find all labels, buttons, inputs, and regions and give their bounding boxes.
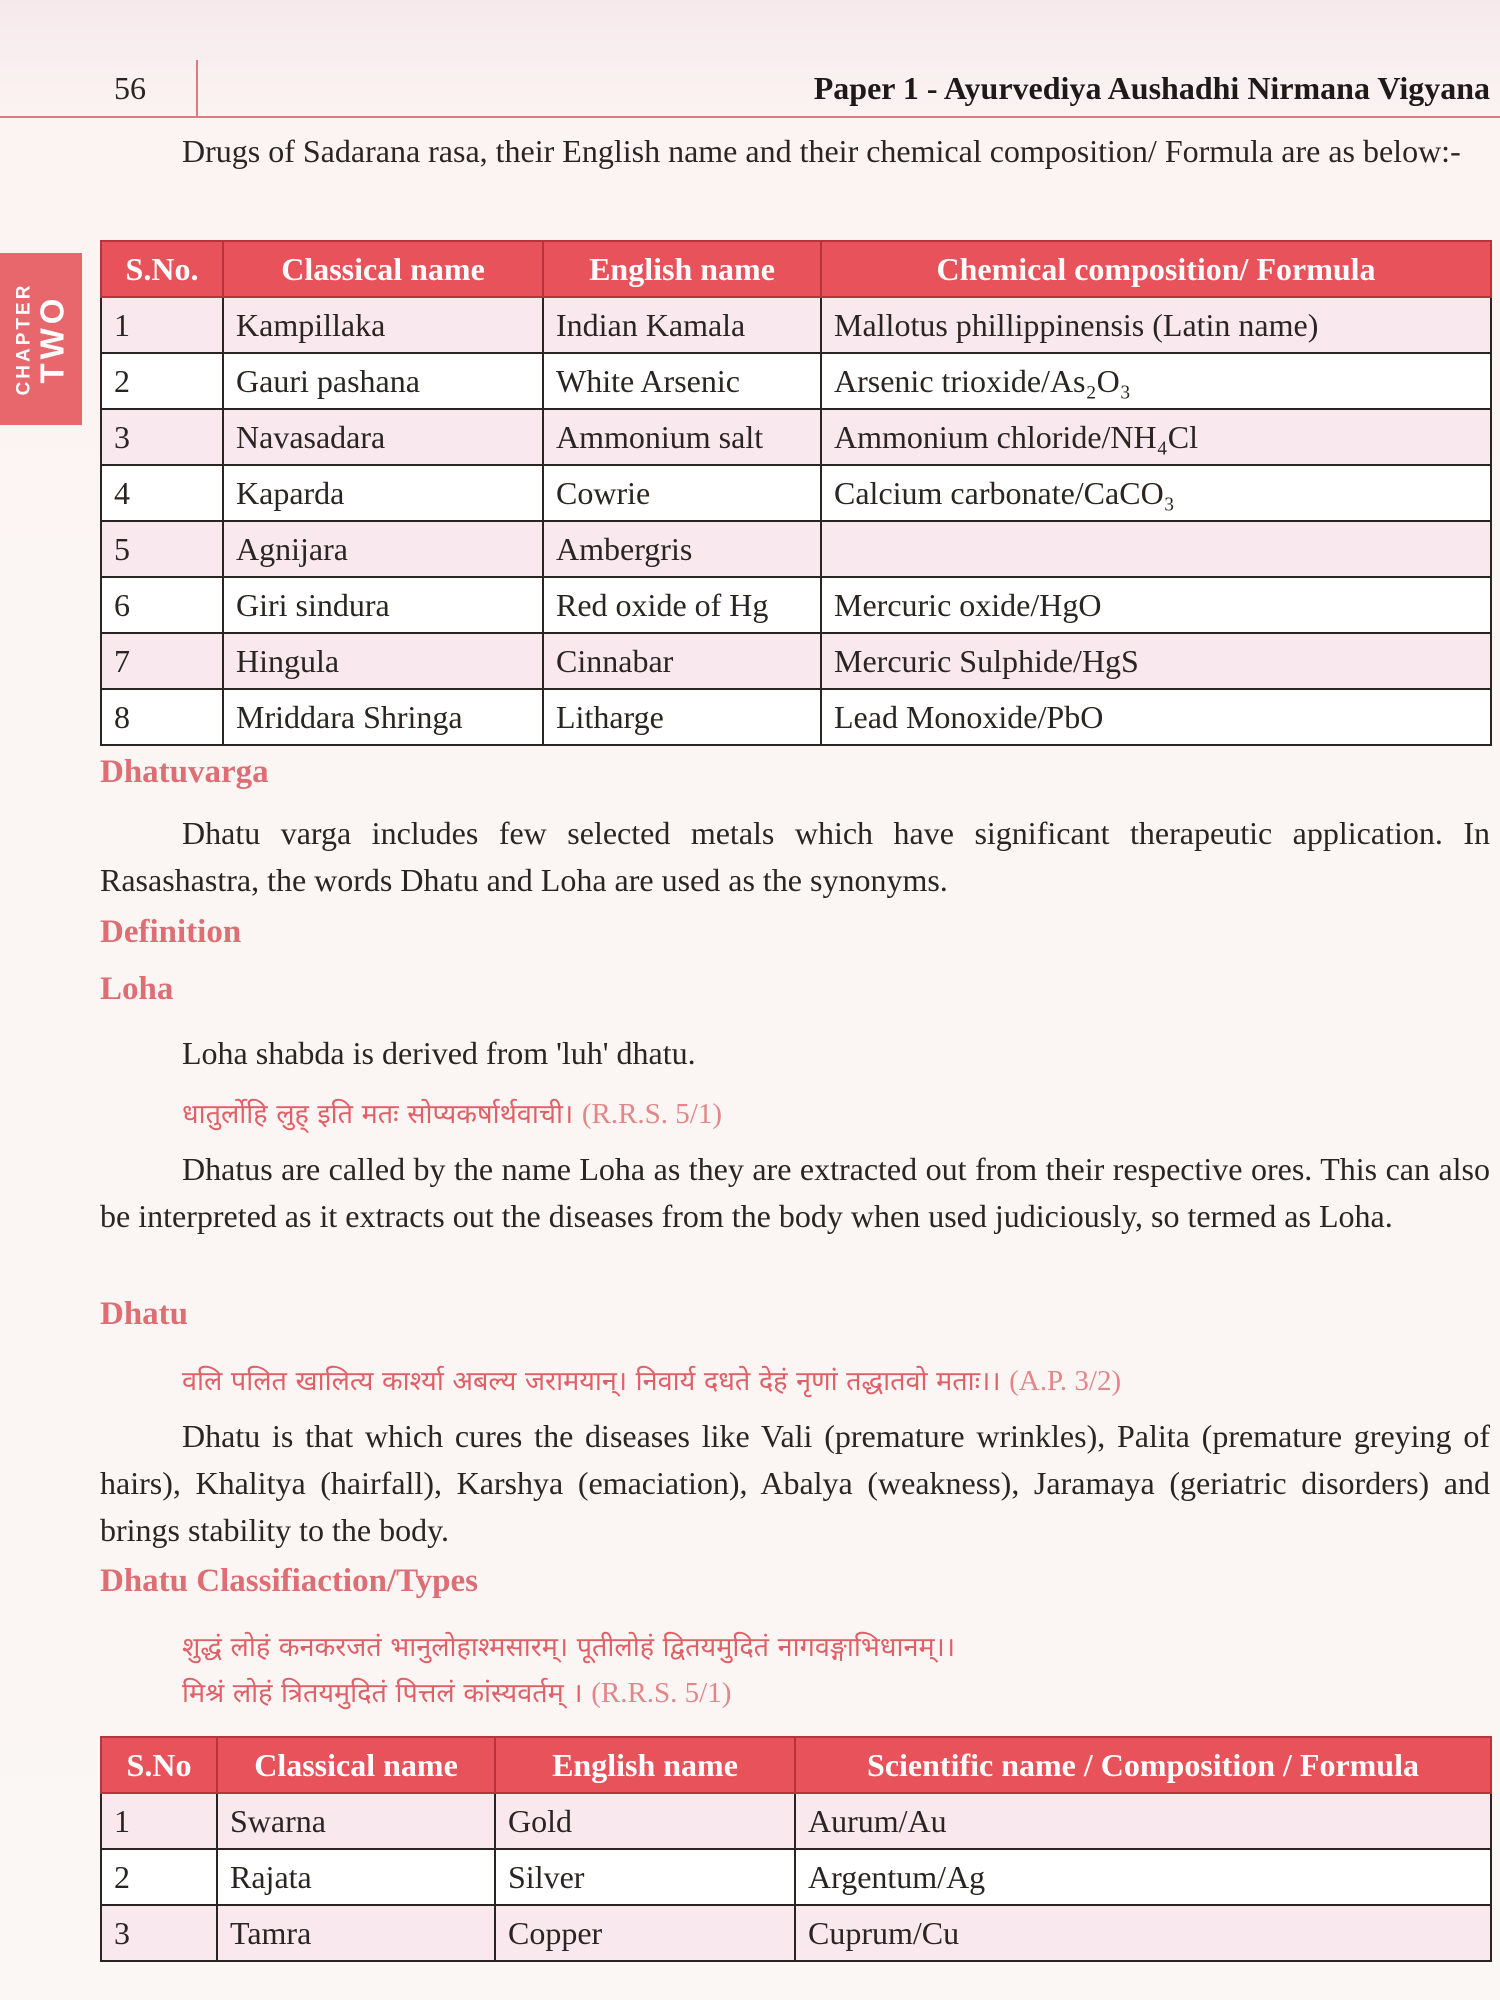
column-header: Scientific name / Composition / Formula <box>795 1737 1491 1793</box>
chapter-number: TWO <box>33 294 70 384</box>
column-header: English name <box>543 241 821 297</box>
table-row <box>101 1849 1491 1905</box>
chapter-label: CHAPTER <box>13 282 34 396</box>
table-cell: Cuprum/Cu <box>795 1905 1491 1961</box>
table-cell: Mallotus phillippinensis (Latin name) <box>821 297 1491 353</box>
column-header: Classical name <box>217 1737 495 1793</box>
section-heading-classification: Dhatu Classifiaction/Types <box>100 1563 479 1599</box>
table-row <box>101 353 1491 409</box>
table-header-row <box>101 1737 1491 1793</box>
section-heading-definition: Definition <box>100 914 242 950</box>
table-row <box>101 577 1491 633</box>
dhatu-classification-table <box>100 1736 1492 1962</box>
verse-reference: (R.R.S. 5/1) <box>581 1098 722 1130</box>
table-cell: Ambergris <box>543 521 821 577</box>
header-divider <box>196 60 198 116</box>
table-cell: Kampillaka <box>223 297 543 353</box>
table-row <box>101 465 1491 521</box>
column-header: English name <box>495 1737 795 1793</box>
table-cell: Giri sindura <box>223 577 543 633</box>
classification-sanskrit-line-2 <box>182 1673 731 1710</box>
table-cell: Cinnabar <box>543 633 821 689</box>
table-cell: Calcium carbonate/CaCO₃ <box>821 465 1491 521</box>
table-cell: 1 <box>101 1793 217 1849</box>
sanskrit-text: वलि पलित खालित्य कार्श्या अबल्य जरामयान्। निवार्य दधते देहं नृणां तद्धातवो मताः।। <box>182 1366 1001 1397</box>
table-cell: 3 <box>101 409 223 465</box>
loha-sanskrit-verse <box>182 1094 722 1131</box>
table-cell: 3 <box>101 1905 217 1961</box>
table-cell: Silver <box>495 1849 795 1905</box>
page-number: 56 <box>114 70 146 106</box>
verse-reference: (A.P. 3/2) <box>1009 1365 1122 1397</box>
table-cell: Mriddara Shringa <box>223 689 543 745</box>
chapter-tab <box>0 253 82 425</box>
table-cell: Red oxide of Hg <box>543 577 821 633</box>
table-cell: Arsenic trioxide/As₂O₃ <box>821 353 1491 409</box>
dhatu-paragraph: Dhatu is that which cures the diseases like Vali (premature wrinkles), Palita (premature greying of hairs), Khalitya (hairfall), Karshya (emaciation), Abalya (weakness), Jaramaya (geriatric disorders) and brings stability to the body. <box>100 1418 1490 1548</box>
table-cell: Swarna <box>217 1793 495 1849</box>
table-cell: Lead Monoxide/PbO <box>821 689 1491 745</box>
section-heading-dhatuvarga: Dhatuvarga <box>100 754 269 790</box>
table-cell: 1 <box>101 297 223 353</box>
column-header: S.No. <box>101 241 223 297</box>
table-row <box>101 1793 1491 1849</box>
running-title: Paper 1 - Ayurvediya Aushadhi Nirmana Vigyana <box>813 70 1490 106</box>
table-cell: Argentum/Ag <box>795 1849 1491 1905</box>
column-header: Classical name <box>223 241 543 297</box>
verse-reference: (R.R.S. 5/1) <box>591 1677 732 1709</box>
intro-paragraph: Drugs of Sadarana rasa, their English name and their chemical composition/ Formula are as below:- <box>182 133 1461 169</box>
table-row <box>101 521 1491 577</box>
table-cell <box>821 521 1491 577</box>
table-cell: Agnijara <box>223 521 543 577</box>
sanskrit-text: धातुर्लोहि लुह् इति मतः सोप्यकर्षार्थवाची। <box>182 1099 574 1130</box>
table-row <box>101 297 1491 353</box>
table-cell: Cowrie <box>543 465 821 521</box>
section-heading-dhatu: Dhatu <box>100 1296 189 1332</box>
table-cell: Aurum/Au <box>795 1793 1491 1849</box>
column-header: Chemical composition/ Formula <box>821 241 1491 297</box>
table-cell: Hingula <box>223 633 543 689</box>
sadharana-rasa-table <box>100 240 1492 746</box>
table-cell: Mercuric oxide/HgO <box>821 577 1491 633</box>
table-cell: Ammonium chloride/NH₄Cl <box>821 409 1491 465</box>
table-cell: 4 <box>101 465 223 521</box>
table-cell: 5 <box>101 521 223 577</box>
table-cell: 8 <box>101 689 223 745</box>
table-cell: Litharge <box>543 689 821 745</box>
classification-sanskrit-line-1: शुद्धं लोहं कनकरजतं भानुलोहाश्मसारम्। पूतीलोहं द्वितयमुदितं नागवङ्गाभिधानम्।। <box>182 1632 956 1663</box>
table-cell: Indian Kamala <box>543 297 821 353</box>
loha-paragraph-1: Loha shabda is derived from 'luh' dhatu. <box>182 1035 696 1071</box>
page-header <box>0 60 1500 118</box>
loha-paragraph-2: Dhatus are called by the name Loha as they are extracted out from their respective ores. This can also be interpreted as it extracts out the diseases from the body when used judiciously, so termed as Loha. <box>100 1151 1490 1234</box>
section-heading-loha: Loha <box>100 971 174 1007</box>
table-header-row <box>101 241 1491 297</box>
table-cell: Kaparda <box>223 465 543 521</box>
table-row <box>101 409 1491 465</box>
table-cell: Gold <box>495 1793 795 1849</box>
table-cell: 6 <box>101 577 223 633</box>
table-cell: Rajata <box>217 1849 495 1905</box>
table-row <box>101 633 1491 689</box>
table-cell: Copper <box>495 1905 795 1961</box>
table-cell: 7 <box>101 633 223 689</box>
table-cell: Ammonium salt <box>543 409 821 465</box>
table-cell: Tamra <box>217 1905 495 1961</box>
table-row <box>101 689 1491 745</box>
table-cell: Navasadara <box>223 409 543 465</box>
dhatuvarga-paragraph: Dhatu varga includes few selected metals which have significant therapeutic application. In Rasashastra, the words Dhatu and Loha are used as the synonyms. <box>100 815 1490 898</box>
table-cell: 2 <box>101 1849 217 1905</box>
table-cell: White Arsenic <box>543 353 821 409</box>
dhatu-sanskrit-verse <box>182 1361 1121 1398</box>
table-row <box>101 1905 1491 1961</box>
table-cell: Gauri pashana <box>223 353 543 409</box>
table-cell: Mercuric Sulphide/HgS <box>821 633 1491 689</box>
sanskrit-text: मिश्रं लोहं त्रितयमुदितं पित्तलं कांस्यवर्तम् । <box>182 1678 583 1709</box>
table-cell: 2 <box>101 353 223 409</box>
column-header: S.No <box>101 1737 217 1793</box>
